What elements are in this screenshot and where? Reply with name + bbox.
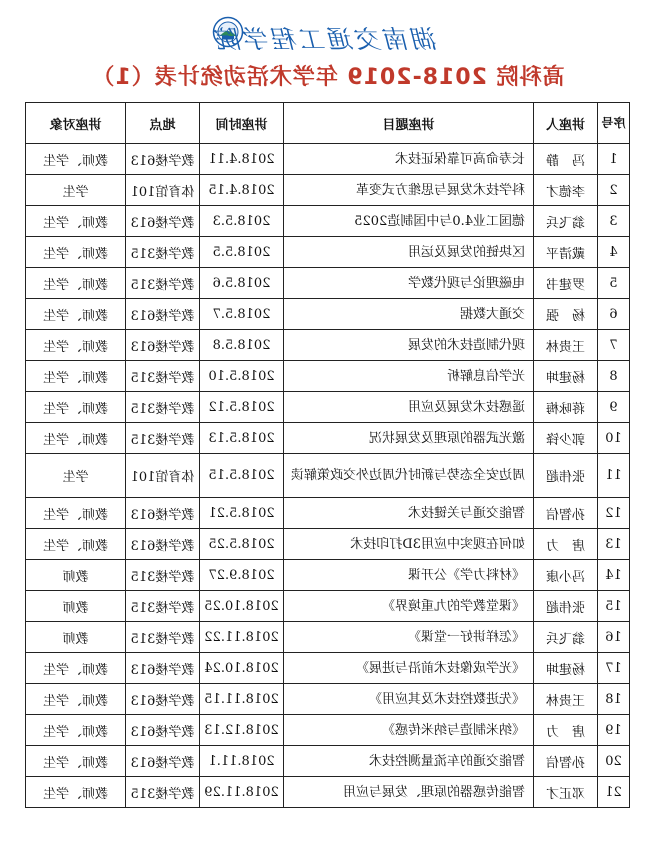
cell-topic: 电磁理论与现代数学: [284, 268, 534, 299]
table-row: [26, 454, 630, 498]
cell-speaker: 蒋咏梅: [534, 392, 598, 423]
table-row: [26, 715, 630, 746]
cell-topic: 智能交通与关键技术: [284, 498, 534, 529]
cell-topic: 长寿命高可靠保证技术: [284, 144, 534, 175]
cell-no: 13: [598, 529, 630, 560]
cell-date: 2018.11.22: [200, 622, 284, 653]
cell-no: 1: [598, 144, 630, 175]
column-header-no: 序号: [598, 103, 630, 144]
table-row: [26, 299, 630, 330]
cell-speaker: 冯小康: [534, 560, 598, 591]
table-row: [26, 777, 630, 808]
cell-speaker: 王贵林: [534, 684, 598, 715]
cell-no: 18: [598, 684, 630, 715]
cell-audience: 教师、学生: [26, 498, 126, 529]
cell-date: 2018.9.27: [200, 560, 284, 591]
cell-speaker: 张伟超: [534, 591, 598, 622]
cell-no: 11: [598, 454, 630, 498]
cell-audience: 教师、学生: [26, 144, 126, 175]
cell-date: 2018.12.13: [200, 715, 284, 746]
cell-no: 15: [598, 591, 630, 622]
cell-date: 2018.5.6: [200, 268, 284, 299]
cell-topic: 《光学成像技术前沿与进展》: [284, 653, 534, 684]
cell-audience: 教师、学生: [26, 653, 126, 684]
cell-audience: 学生: [26, 454, 126, 498]
cell-place: 教学楼613: [126, 684, 200, 715]
cell-speaker: 冯 静: [534, 144, 598, 175]
school-name: 湖南交通工程学院: [213, 25, 438, 54]
cell-audience: 教师、学生: [26, 361, 126, 392]
cell-place: 教学楼315: [126, 560, 200, 591]
table-row: [26, 684, 630, 715]
cell-no: 12: [598, 498, 630, 529]
cell-topic: 激光武器的原理及发展状况: [284, 423, 534, 454]
table-row: [26, 423, 630, 454]
cell-no: 17: [598, 653, 630, 684]
cell-topic: 区块链的发展及运用: [284, 237, 534, 268]
cell-topic: 光学信息解析: [284, 361, 534, 392]
cell-date: 2018.11.1: [200, 746, 284, 777]
cell-audience: 教师、学生: [26, 746, 126, 777]
cell-date: 2018.4.11: [200, 144, 284, 175]
cell-topic: 现代制造技术的发展: [284, 330, 534, 361]
cell-date: 2018.5.13: [200, 423, 284, 454]
cell-date: 2018.5.8: [200, 330, 284, 361]
cell-date: 2018.5.12: [200, 392, 284, 423]
cell-topic: 《材料力学》公开课: [284, 560, 534, 591]
cell-place: 教学楼613: [126, 299, 200, 330]
cell-date: 2018.5.3: [200, 206, 284, 237]
cell-place: 教学楼613: [126, 529, 200, 560]
header: [0, 14, 656, 54]
cell-topic: 《课堂教学的九重境界》: [284, 591, 534, 622]
cell-no: 9: [598, 392, 630, 423]
cell-audience: 教师: [26, 591, 126, 622]
cell-audience: 教师、学生: [26, 268, 126, 299]
cell-speaker: 邓正才: [534, 777, 598, 808]
column-header-place: 地点: [126, 103, 200, 144]
cell-speaker: 戴清平: [534, 237, 598, 268]
cell-date: 2018.10.24: [200, 653, 284, 684]
cell-speaker: 孙智信: [534, 498, 598, 529]
cell-audience: 教师、学生: [26, 529, 126, 560]
table-row: [26, 144, 630, 175]
column-header-audience: 讲座对象: [26, 103, 126, 144]
cell-speaker: 杨建坤: [534, 361, 598, 392]
cell-topic: 遥感技术发展及应用: [284, 392, 534, 423]
cell-audience: 教师: [26, 560, 126, 591]
cell-no: 16: [598, 622, 630, 653]
table-row: [26, 622, 630, 653]
cell-topic: 智能传感器的原理、发展与应用: [284, 777, 534, 808]
cell-speaker: 唐 力: [534, 529, 598, 560]
cell-audience: 学生: [26, 175, 126, 206]
cell-no: 20: [598, 746, 630, 777]
cell-audience: 教师、学生: [26, 237, 126, 268]
cell-topic: 周边安全态势与新时代周边外交政策解读: [284, 454, 534, 498]
cell-speaker: 李德才: [534, 175, 598, 206]
cell-place: 教学楼315: [126, 423, 200, 454]
table-row: [26, 206, 630, 237]
page-title: 高科院 2018-2019 年学术活动统计表（1）: [91, 65, 565, 90]
cell-date: 2018.10.25: [200, 591, 284, 622]
cell-topic: 《怎样讲好一堂课》: [284, 622, 534, 653]
cell-speaker: 王贵林: [534, 330, 598, 361]
cell-speaker: 杨 强: [534, 299, 598, 330]
cell-speaker: 杨建坤: [534, 653, 598, 684]
column-header-speaker: 讲座人: [534, 103, 598, 144]
cell-topic: 《纳米制造与纳米传感》: [284, 715, 534, 746]
cell-place: 教学楼315: [126, 392, 200, 423]
cell-date: 2018.5.10: [200, 361, 284, 392]
cell-place: 教学楼613: [126, 653, 200, 684]
cell-audience: 教师、学生: [26, 715, 126, 746]
cell-date: 2018.11.29: [200, 777, 284, 808]
cell-speaker: 翁飞兵: [534, 622, 598, 653]
cell-no: 5: [598, 268, 630, 299]
column-header-date: 讲座时间: [200, 103, 284, 144]
cell-place: 教学楼613: [126, 330, 200, 361]
cell-place: 体育馆101: [126, 175, 200, 206]
cell-speaker: 孙智信: [534, 746, 598, 777]
cell-place: 教学楼315: [126, 361, 200, 392]
cell-speaker: 罗建书: [534, 268, 598, 299]
cell-date: 2018.4.15: [200, 175, 284, 206]
table-row: [26, 268, 630, 299]
table-row: [26, 175, 630, 206]
cell-no: 14: [598, 560, 630, 591]
cell-date: 2018.5.21: [200, 498, 284, 529]
column-header-topic: 讲座题目: [284, 103, 534, 144]
cell-no: 8: [598, 361, 630, 392]
cell-audience: 教师: [26, 622, 126, 653]
cell-place: 教学楼315: [126, 268, 200, 299]
table-row: [26, 560, 630, 591]
table-row: [26, 653, 630, 684]
lecture-table: [25, 102, 630, 808]
cell-place: 教学楼613: [126, 144, 200, 175]
table-row: [26, 529, 630, 560]
table-row: [26, 237, 630, 268]
cell-topic: 交通大数据: [284, 299, 534, 330]
cell-topic: 如何在现实中应用3D打印技术: [284, 529, 534, 560]
cell-place: 教学楼315: [126, 237, 200, 268]
cell-no: 3: [598, 206, 630, 237]
cell-topic: 《先进数控技术及其应用》: [284, 684, 534, 715]
cell-no: 7: [598, 330, 630, 361]
cell-audience: 教师、学生: [26, 684, 126, 715]
table-row: [26, 361, 630, 392]
table-row: [26, 330, 630, 361]
cell-audience: 教师、学生: [26, 423, 126, 454]
cell-topic: 德国工业4.0与中国制造2025: [284, 206, 534, 237]
table-row: [26, 591, 630, 622]
table-row: [26, 746, 630, 777]
cell-speaker: 张伟超: [534, 454, 598, 498]
cell-no: 2: [598, 175, 630, 206]
cell-speaker: 翁飞兵: [534, 206, 598, 237]
cell-date: 2018.11.15: [200, 684, 284, 715]
cell-place: 教学楼315: [126, 622, 200, 653]
cell-speaker: 郭少锋: [534, 423, 598, 454]
cell-audience: 教师、学生: [26, 206, 126, 237]
cell-place: 教学楼613: [126, 715, 200, 746]
cell-audience: 教师、学生: [26, 330, 126, 361]
cell-no: 10: [598, 423, 630, 454]
cell-place: 体育馆101: [126, 454, 200, 498]
cell-no: 19: [598, 715, 630, 746]
cell-audience: 教师、学生: [26, 299, 126, 330]
cell-no: 6: [598, 299, 630, 330]
cell-place: 教学楼613: [126, 206, 200, 237]
cell-no: 4: [598, 237, 630, 268]
cell-place: 教学楼613: [126, 498, 200, 529]
cell-speaker: 唐 力: [534, 715, 598, 746]
cell-date: 2018.5.7: [200, 299, 284, 330]
cell-topic: 智能交通的车流量测控技术: [284, 746, 534, 777]
cell-date: 2018.5.25: [200, 529, 284, 560]
cell-place: 教学楼315: [126, 591, 200, 622]
cell-date: 2018.5.5: [200, 237, 284, 268]
cell-audience: 教师、学生: [26, 777, 126, 808]
cell-place: 教学楼613: [126, 746, 200, 777]
cell-topic: 科学技术发展与思维方式变革: [284, 175, 534, 206]
cell-no: 21: [598, 777, 630, 808]
table-row: [26, 392, 630, 423]
table-row: [26, 498, 630, 529]
cell-date: 2018.5.15: [200, 454, 284, 498]
cell-audience: 教师、学生: [26, 392, 126, 423]
cell-place: 教学楼315: [126, 777, 200, 808]
table-header-row: [26, 103, 630, 144]
